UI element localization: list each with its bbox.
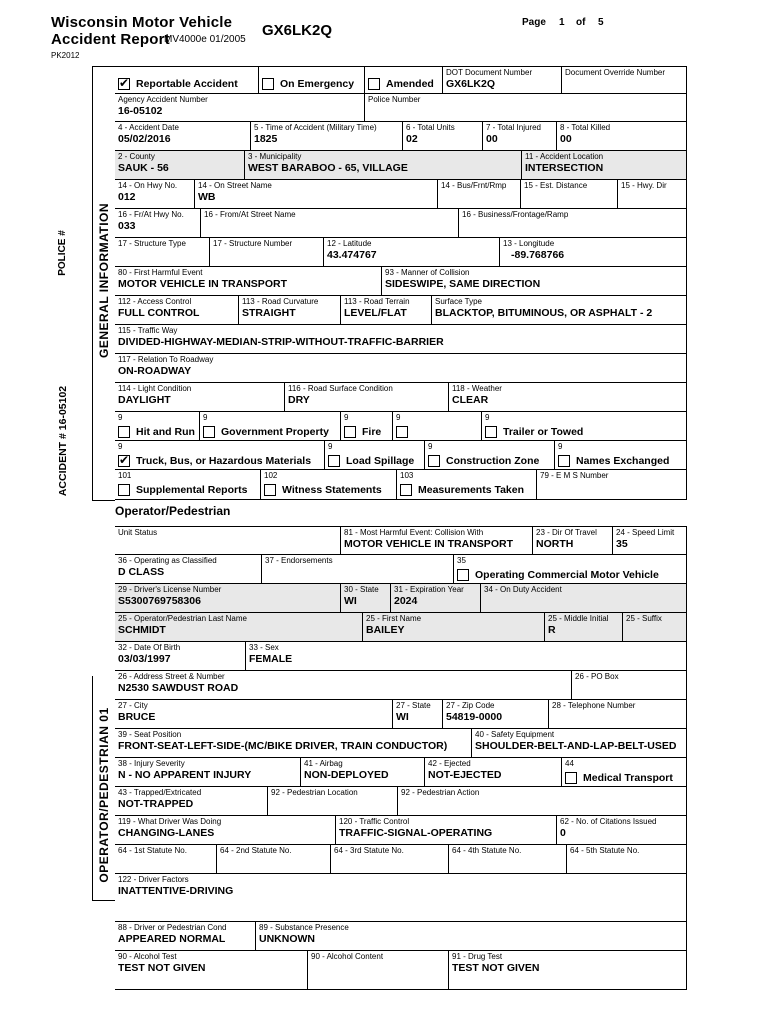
checkbox-icon: [344, 426, 356, 438]
from-street-name: 16 - From/At Street Name: [201, 209, 459, 238]
business-frontage-ramp: 16 - Business/Frontage/Ramp: [459, 209, 687, 238]
city: 27 - City BRUCE: [115, 700, 393, 729]
estimated-distance: 15 - Est. Distance: [521, 180, 618, 209]
accident-location: 11 - Accident Location INTERSECTION: [522, 151, 687, 180]
form-number: MV4000e 01/2005: [164, 34, 246, 45]
pedestrian-action: 92 - Pedestrian Action: [398, 787, 687, 816]
trailer-or-towed-checkbox[interactable]: 9 Trailer or Towed: [482, 412, 687, 441]
checkbox-icon: [118, 484, 130, 496]
telephone-number: 28 - Telephone Number: [549, 700, 687, 729]
traffic-way: 115 - Traffic Way DIVIDED-HIGHWAY-MEDIAN-STRIP-WITHOUT-TRAFFIC-BARRIER: [115, 325, 687, 354]
alcohol-content: 90 - Alcohol Content: [308, 951, 449, 990]
bus-frnt-rmp: 14 - Bus/Frnt/Rmp: [438, 180, 521, 209]
total-killed: 8 - Total Killed 00: [557, 122, 687, 151]
statute-4: 64 - 4th Statute No.: [449, 845, 567, 874]
accident-time: 5 - Time of Accident (Military Time) 1825: [251, 122, 403, 151]
from-highway-number: 16 - Fr/At Hwy No. 033: [115, 209, 201, 238]
highway-direction: 15 - Hwy. Dir: [618, 180, 687, 209]
names-exchanged-checkbox[interactable]: 9 Names Exchanged: [555, 441, 687, 470]
hit-and-run-checkbox[interactable]: 9 Hit and Run: [115, 412, 200, 441]
truck-bus-hazmat-checkbox[interactable]: 9 ✔Truck, Bus, or Hazardous Materials: [115, 441, 325, 470]
ems-number: 79 - E M S Number: [537, 470, 687, 500]
witness-statements-checkbox[interactable]: 102 Witness Statements: [261, 470, 397, 500]
police-number-label: POLICE #: [57, 230, 68, 276]
commercial-vehicle-checkbox[interactable]: 35 Operating Commercial Motor Vehicle: [454, 555, 687, 584]
expiration-year: 31 - Expiration Year 2024: [391, 584, 481, 613]
direction-of-travel: 23 - Dir Of Travel NORTH: [533, 526, 613, 555]
page-label: Page: [522, 17, 546, 28]
checkbox-icon: [428, 455, 440, 467]
checkbox-icon: [400, 484, 412, 496]
total-injured: 7 - Total Injured 00: [483, 122, 557, 151]
load-spillage-checkbox[interactable]: 9 Load Spillage: [325, 441, 425, 470]
most-harmful-event: 81 - Most Harmful Event: Collision With MOTOR VEHICLE IN TRANSPORT: [341, 526, 533, 555]
page-total: 5: [598, 17, 604, 28]
checkbox-icon: [396, 426, 408, 438]
on-duty-accident: 34 - On Duty Accident: [481, 584, 687, 613]
name-suffix: 25 - Suffix: [623, 613, 687, 642]
road-curvature: 113 - Road Curvature STRAIGHT: [239, 296, 341, 325]
statute-2: 64 - 2nd Statute No.: [217, 845, 331, 874]
page-number: 1: [559, 17, 565, 28]
surface-type: Surface Type BLACKTOP, BITUMINOUS, OR ASPHALT - 2: [432, 296, 687, 325]
on-street-name: 14 - On Street Name WB: [195, 180, 438, 209]
longitude: 13 - Longitude -89.768766: [500, 238, 687, 267]
doc-code: GX6LK2Q: [262, 22, 333, 39]
first-name: 25 - First Name BAILEY: [363, 613, 545, 642]
drivers-license-number: 29 - Driver's License Number S5300769758306: [115, 584, 341, 613]
seat-position: 39 - Seat Position FRONT-SEAT-LEFT-SIDE-(MC/BIKE DRIVER, TRAIN CONDUCTOR): [115, 729, 472, 758]
street-address: 26 - Address Street & Number N2530 SAWDUST ROAD: [115, 671, 572, 700]
statute-5: 64 - 5th Statute No.: [567, 845, 687, 874]
citations-issued: 62 - No. of Citations Issued 0: [557, 816, 687, 845]
driver-condition: 88 - Driver or Pedestrian Cond APPEARED NORMAL: [115, 922, 256, 951]
weather: 118 - Weather CLEAR: [449, 383, 687, 412]
checkbox-icon: [118, 78, 130, 90]
checkbox-icon: [118, 426, 130, 438]
county: 2 - County SAUK - 56: [115, 151, 245, 180]
document-override-number: Document Override Number: [562, 66, 687, 94]
license-state: 30 - State WI: [341, 584, 391, 613]
drug-test: 91 - Drug Test TEST NOT GIVEN: [449, 951, 687, 990]
accident-date: 4 - Accident Date 05/02/2016: [115, 122, 251, 151]
airbag: 41 - Airbag NON-DEPLOYED: [301, 758, 425, 787]
structure-type: 17 - Structure Type: [115, 238, 210, 267]
general-information-label: GENERAL INFORMATION: [97, 202, 111, 358]
measurements-taken-checkbox[interactable]: 103 Measurements Taken: [397, 470, 537, 500]
light-condition: 114 - Light Condition DAYLIGHT: [115, 383, 285, 412]
road-terrain: 113 - Road Terrain LEVEL/FLAT: [341, 296, 432, 325]
on-highway-number: 14 - On Hwy No. 012: [115, 180, 195, 209]
first-harmful-event: 80 - First Harmful Event MOTOR VEHICLE IN TRANSPORT: [115, 267, 382, 296]
on-emergency-checkbox[interactable]: On Emergency: [259, 66, 365, 94]
what-driver-was-doing: 119 - What Driver Was Doing CHANGING-LANES: [115, 816, 336, 845]
po-box: 26 - PO Box: [572, 671, 687, 700]
checkbox-icon: [565, 772, 577, 784]
date-of-birth: 32 - Date Of Birth 03/03/1997: [115, 642, 246, 671]
latitude: 12 - Latitude 43.474767: [324, 238, 500, 267]
driver-factors: 122 - Driver Factors INATTENTIVE-DRIVING: [115, 874, 687, 922]
alcohol-test: 90 - Alcohol Test TEST NOT GIVEN: [115, 951, 308, 990]
trapped-extricated: 43 - Trapped/Extricated NOT-TRAPPED: [115, 787, 268, 816]
form-subtitle: Accident Report: [51, 31, 170, 48]
pk-code: PK2012: [51, 51, 80, 60]
construction-zone-checkbox[interactable]: 9 Construction Zone: [425, 441, 555, 470]
operating-class: 36 - Operating as Classified D CLASS: [115, 555, 262, 584]
substance-presence: 89 - Substance Presence UNKNOWN: [256, 922, 687, 951]
page-of: of: [576, 17, 586, 28]
operator-section-title: Operator/Pedestrian: [115, 504, 231, 518]
checkbox-icon: [262, 78, 274, 90]
last-name: 25 - Operator/Pedestrian Last Name SCHMIDT: [115, 613, 363, 642]
road-surface-condition: 116 - Road Surface Condition DRY: [285, 383, 449, 412]
relation-to-roadway: 117 - Relation To Roadway ON-ROADWAY: [115, 354, 687, 383]
amended-checkbox[interactable]: Amended: [365, 66, 443, 94]
medical-transport-checkbox[interactable]: 44 Medical Transport: [562, 758, 687, 787]
photos-taken-checkbox[interactable]: 9: [393, 412, 482, 441]
statute-3: 64 - 3rd Statute No.: [331, 845, 449, 874]
ejected: 42 - Ejected NOT-EJECTED: [425, 758, 562, 787]
checkbox-icon: [558, 455, 570, 467]
accident-number-label: ACCIDENT # 16-05102: [57, 385, 69, 497]
form-title: Wisconsin Motor Vehicle: [51, 14, 233, 31]
agency-accident-number: Agency Accident Number 16-05102: [115, 94, 365, 122]
injury-severity: 38 - Injury Severity N - NO APPARENT INJURY: [115, 758, 301, 787]
speed-limit: 24 - Speed Limit 35: [613, 526, 687, 555]
checkbox-icon: [368, 78, 380, 90]
checkbox-icon: [203, 426, 215, 438]
government-property-checkbox[interactable]: 9 Government Property: [200, 412, 341, 441]
municipality: 3 - Municipality WEST BARABOO - 65, VILLAGE: [245, 151, 522, 180]
access-control: 112 - Access Control FULL CONTROL: [115, 296, 239, 325]
sex: 33 - Sex FEMALE: [246, 642, 687, 671]
operator-pedestrian-label: OPERATOR/PEDESTRIAN 01: [97, 707, 111, 883]
checkbox-icon: [328, 455, 340, 467]
fire-checkbox[interactable]: 9 Fire: [341, 412, 393, 441]
structure-number: 17 - Structure Number: [210, 238, 324, 267]
checkbox-icon: [485, 426, 497, 438]
pedestrian-location: 92 - Pedestrian Location: [268, 787, 398, 816]
supplemental-reports-checkbox[interactable]: 101 Supplemental Reports: [115, 470, 261, 500]
address-state: 27 - State WI: [393, 700, 443, 729]
checkbox-icon: [264, 484, 276, 496]
manner-of-collision: 93 - Manner of Collision SIDESWIPE, SAME DIRECTION: [382, 267, 687, 296]
zip-code: 27 - Zip Code 54819-0000: [443, 700, 549, 729]
safety-equipment: 40 - Safety Equipment SHOULDER-BELT-AND-LAP-BELT-USED: [472, 729, 687, 758]
total-units: 6 - Total Units 02: [403, 122, 483, 151]
middle-initial: 25 - Middle Initial R: [545, 613, 623, 642]
traffic-control: 120 - Traffic Control TRAFFIC-SIGNAL-OPERATING: [336, 816, 557, 845]
statute-1: 64 - 1st Statute No.: [115, 845, 217, 874]
police-number: Police Number: [365, 94, 687, 122]
endorsements: 37 - Endorsements: [262, 555, 454, 584]
unit-status: Unit Status: [115, 526, 341, 555]
reportable-accident-checkbox[interactable]: ✔Reportable Accident: [115, 66, 259, 94]
checkbox-icon: [118, 455, 130, 467]
checkbox-icon: [457, 569, 469, 581]
dot-document-number: DOT Document Number GX6LK2Q: [443, 66, 562, 94]
